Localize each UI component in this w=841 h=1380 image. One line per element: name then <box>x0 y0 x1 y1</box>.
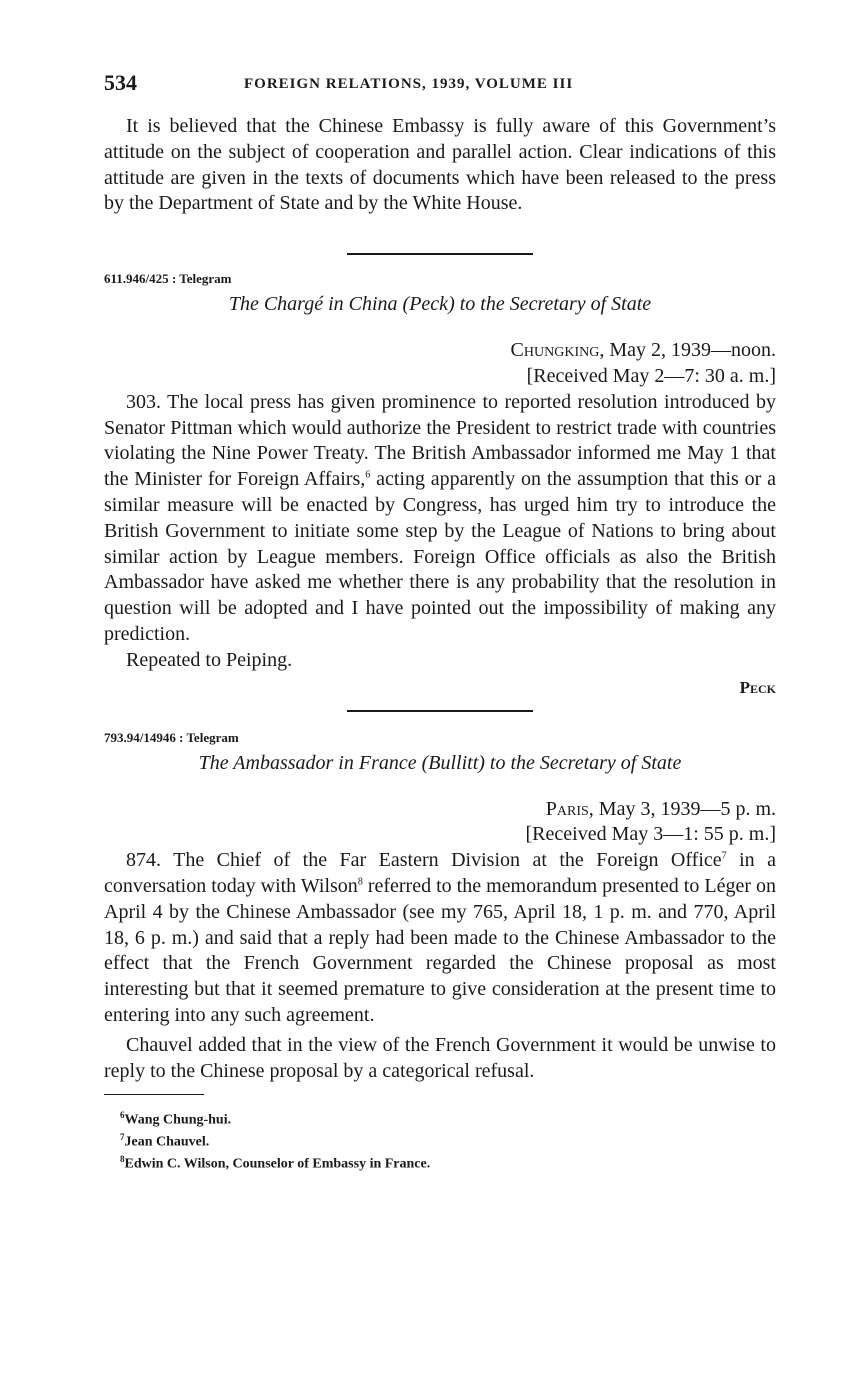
intro-paragraph: It is believed that the Chinese Embassy is fully aware of this Government’s attitude on the subject of cooperation and parallel action. Clear indications of this attitude are given in the texts of documents which have been released to the press by the Department of State and by the White House. <box>104 115 776 215</box>
dateline <box>104 797 776 823</box>
dateline-place: Chungking, <box>510 339 605 362</box>
document-page <box>104 70 776 1172</box>
footnote-marker: 6 <box>365 469 371 481</box>
footnote-mark: 6 <box>120 1110 125 1121</box>
footnote-mark: 7 <box>120 1131 125 1142</box>
footnote-mark: 8 <box>120 1153 125 1164</box>
paragraph-text: 303. The local press has given prominence to reported resolution introduced by Senator Pittman which would authorize the President to restrict trade with countries violating the Nine Power Treaty. The British Ambassador informed me May 1 that the Minister for Foreign Affairs, <box>104 390 776 491</box>
paragraph-text: 874. The Chief of the Far Eastern Division at the Foreign Office <box>126 849 722 872</box>
page-number: 534 <box>104 70 137 95</box>
footnote <box>104 1151 776 1173</box>
dateline-date: May 3, 1939—5 p. m. <box>593 797 776 820</box>
footnote-text: Jean Chauvel. <box>124 1134 210 1150</box>
telegram-paragraph: Chauvel added that in the view of the French Government it would be unwise to reply to the Chinese proposal by a categorical refusal. <box>104 1033 776 1082</box>
footnote <box>104 1107 776 1129</box>
page-header <box>104 70 776 100</box>
telegram-paragraph: Repeated to Peiping. <box>126 648 293 671</box>
document-title: The Chargé in China (Peck) to the Secretary of State <box>228 293 652 316</box>
file-reference: 611.946/425 : Telegram <box>104 271 232 287</box>
received-line: [Received May 3—1: 55 p. m.] <box>525 823 776 846</box>
dateline <box>104 338 776 364</box>
document-title: The Ambassador in France (Bullitt) to the Secretary of State <box>198 751 682 774</box>
footnote-text: Wang Chung-hui. <box>124 1112 232 1128</box>
telegram-paragraph <box>104 390 776 648</box>
paragraph-text: in a conversation today with Wilson <box>104 849 776 897</box>
file-reference: 793.94/14946 : Telegram <box>104 729 239 745</box>
footnotes <box>104 1107 776 1172</box>
footnote-text: Edwin C. Wilson, Counselor of Embassy in France. <box>124 1156 431 1172</box>
footnote-marker: 7 <box>721 850 727 862</box>
dateline-place: Paris, <box>545 797 594 820</box>
paragraph-text: acting apparently on the assumption that this or a similar measure will be enacted by Congress, has urged him try to introduce the British Government to initiate some step by the League of Nations to bring about similar action by League members. Foreign Office officials as also the British Ambassador have asked me whether there is any probability that the resolution in question will be adopted and I have pointed out the impossibility of making any prediction. <box>104 468 777 645</box>
paragraph-text: referred to the memorandum presented to Léger on April 4 by the Chinese Ambassador (see my 765, April 18, 1 p. m. and 770, April 18, 6 p. m.) and said that a reply had been made to the Chinese Ambassador to the effect that the French Government regarded the Chinese proposal as most interesting but that it seemed premature to give consideration at the present time to entering into any such agreement. <box>104 874 776 1026</box>
footnote <box>104 1129 776 1151</box>
received-line: [Received May 2—7: 30 a. m.] <box>526 364 776 387</box>
running-head: FOREIGN RELATIONS, 1939, VOLUME III <box>244 76 574 92</box>
dateline-date: May 2, 1939—noon. <box>604 339 776 362</box>
telegram-paragraph <box>104 848 776 1029</box>
footnote-marker: 8 <box>357 876 363 888</box>
signature: Peck <box>739 677 776 697</box>
